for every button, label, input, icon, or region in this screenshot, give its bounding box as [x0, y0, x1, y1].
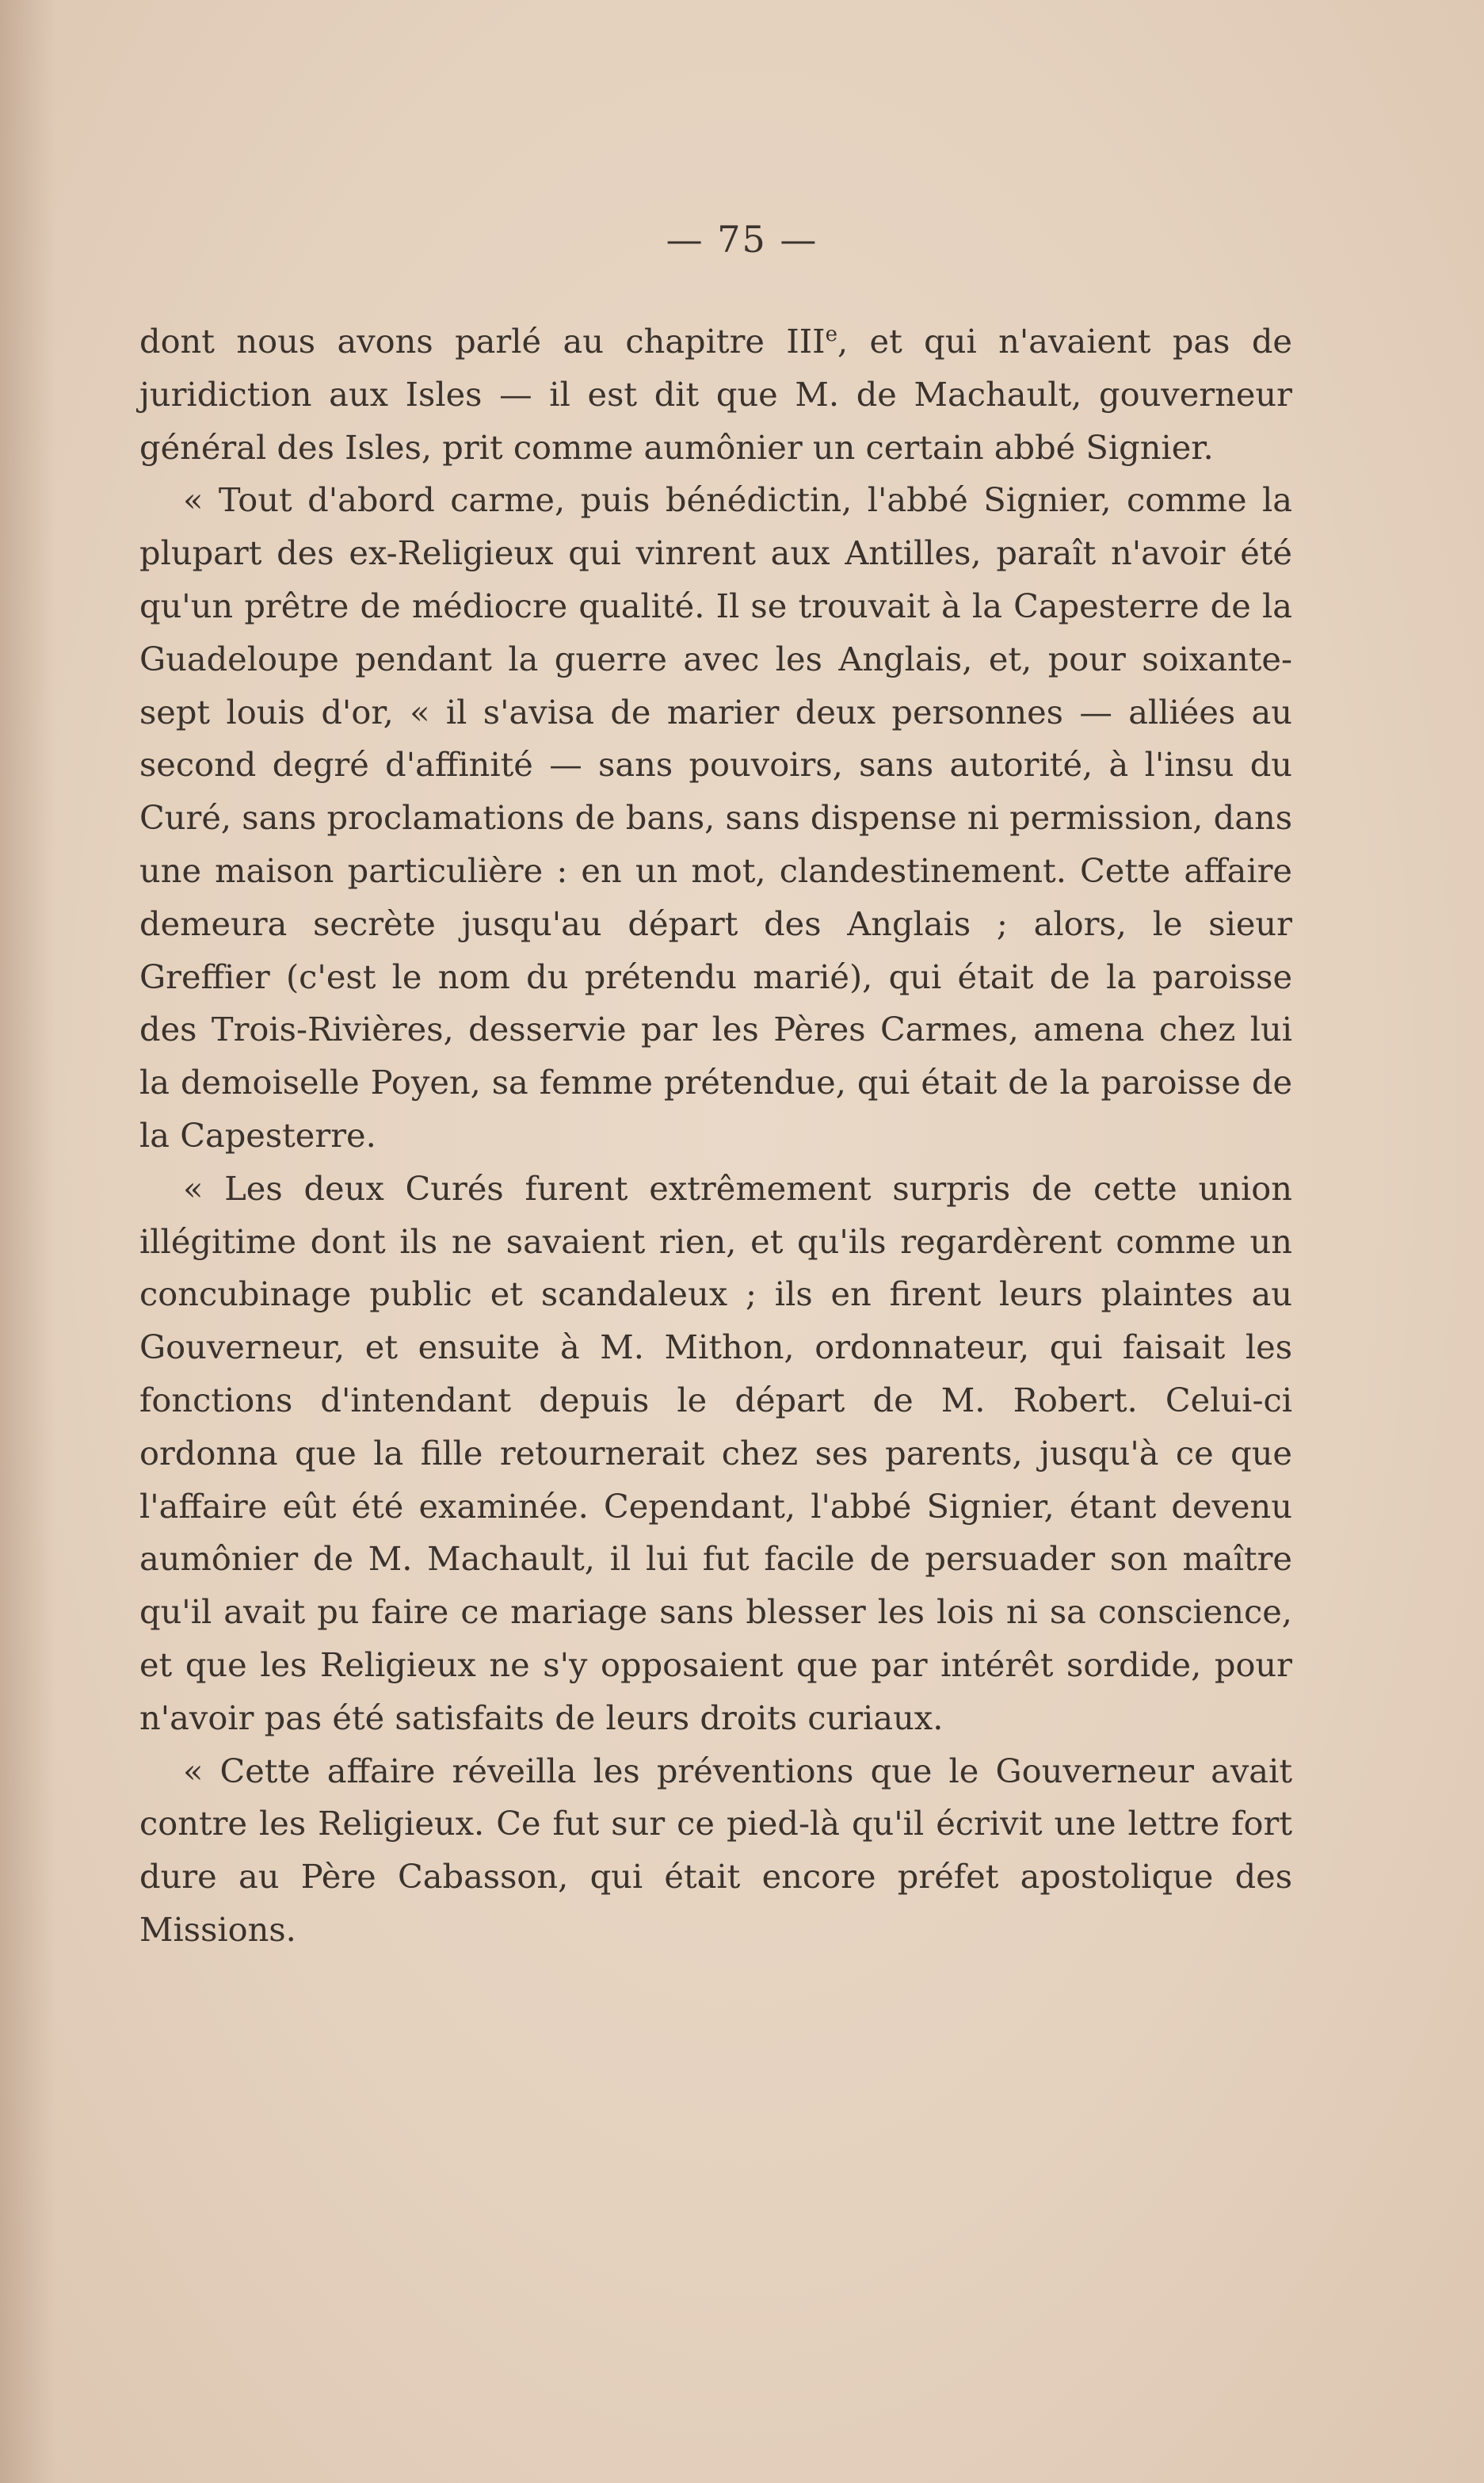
paragraph-2: « Tout d'abord carme, puis bénédictin, l'abbé Signier, comme la plupart des ex-Religieux qui vinrent aux Antilles, paraît n'avoir été qu'un prêtre de médiocre qualité. Il se trouvait à la Capesterre de la Guadeloupe pendant la guerre avec les Anglais, et, pour soixante-sept louis d'or, « il s'avisa de marier deux personnes — alliées au second degré d'affinité — sans pouvoirs, sans autorité, à l'insu du Curé, sans proclamations de bans, sans dispense ni permission, dans une maison particulière : en un mot, clandestinement. Cette affaire demeura secrète jusqu'au départ des Anglais ; alors, le sieur Greffier (c'est le nom du prétendu marié), qui était de la paroisse des Trois-Rivières, desservie par les Pères Carmes, amena chez lui la demoiselle Poyen, sa femme prétendue, qui était de la paroisse de la Capesterre.: [139, 480, 1292, 1155]
page-number: — 75 —: [666, 218, 818, 261]
superscript-e: e: [825, 323, 837, 347]
paragraph-1-text-end: , et qui n'avaient pas de juridiction aux Isles — il est dit que M. de Machault, gouverneur général des Isles, prit comme aumônier un certain abbé Signier.: [139, 322, 1292, 467]
paragraph-1: [139, 315, 1292, 474]
paragraph-1-text-start: dont nous avons parlé au chapitre III: [139, 322, 826, 361]
paragraph-4: « Cette affaire réveilla les préventions que le Gouverneur avait contre les Religieux. Ce fut sur ce pied-là qu'il écrivit une lettre fort dure au Père Cabasson, qui était encore préfet apostolique des Missions.: [139, 1751, 1292, 1949]
page-edge-shadow: [0, 0, 55, 2483]
paragraph-3: « Les deux Curés furent extrêmement surpris de cette union illégitime dont ils ne savaient rien, et qu'ils regardèrent comme un concubinage public et scandaleux ; ils en firent leurs plaintes au Gouverneur, et ensuite à M. Mithon, ordonnateur, qui faisait les fonctions d'intendant depuis le départ de M. Robert. Celui-ci ordonna que la fille retournerait chez ses parents, jusqu'à ce que l'affaire eût été examinée. Cependant, l'abbé Signier, étant devenu aumônier de M. Machault, il lui fut facile de persuader son maître qu'il avait pu faire ce mariage sans blesser les lois ni sa conscience, et que les Religieux ne s'y opposaient que par intérêt sordide, pour n'avoir pas été satisfaits de leurs droits curiaux.: [139, 1168, 1292, 1737]
body-text: [139, 315, 1292, 1957]
